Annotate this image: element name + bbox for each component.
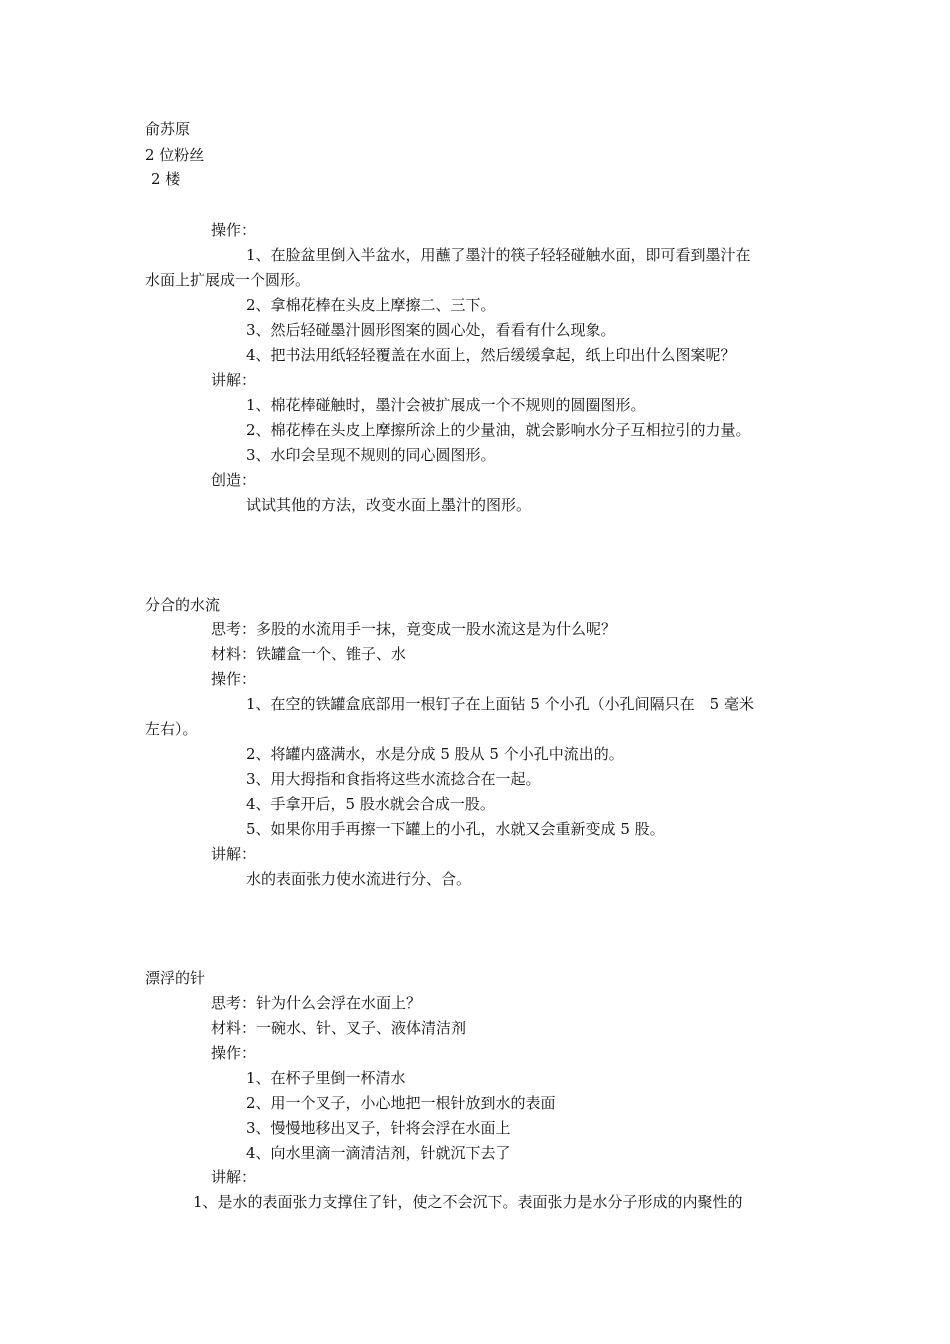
explain-item: 2、棉花棒在头皮上摩擦所涂上的少量油，就会影响水分子互相拉引的力量。 xyxy=(246,421,751,439)
create-item: 试试其他的方法，改变水面上墨汁的图形。 xyxy=(246,496,532,514)
op-step: 2、拿棉花棒在头皮上摩擦二、三下。 xyxy=(246,296,496,314)
create-label: 创造： xyxy=(211,471,257,489)
explain-label: 讲解： xyxy=(211,371,257,389)
op-step-continued: 左右）。 xyxy=(145,720,198,738)
op-step: 3、用大拇指和食指将这些水流捻合在一起。 xyxy=(246,770,541,788)
op-step: 5、如果你用手再擦一下罐上的小孔，水就又会重新变成 5 股。 xyxy=(246,820,665,838)
op-step-continued: 水面上扩展成一个圆形。 xyxy=(145,271,311,289)
op-step: 4、向水里滴一滴清洁剂，针就沉下去了 xyxy=(246,1144,511,1162)
explain-label: 讲解： xyxy=(211,845,257,863)
explain-item: 1、是水的表面张力支撑住了针，使之不会沉下。表面张力是水分子形成的内聚性的 xyxy=(193,1193,743,1211)
think-line: 思考：多股的水流用手一抹，竟变成一股水流这是为什么呢？ xyxy=(211,620,617,638)
explain-item: 1、棉花棒碰触时，墨汁会被扩展成一个不规则的圆圈图形。 xyxy=(246,396,646,414)
material-line: 材料：铁罐盒一个、锥子、水 xyxy=(211,645,407,663)
op-step: 4、把书法用纸轻轻覆盖在水面上，然后缓缓拿起，纸上印出什么图案呢？ xyxy=(246,346,736,364)
material-line: 材料：一碗水、针、叉子、液体清洁剂 xyxy=(211,1019,467,1037)
op-step: 1、在脸盆里倒入半盆水，用蘸了墨汁的筷子轻轻碰触水面，即可看到墨汁在 xyxy=(246,246,751,264)
fans-count: 2 位粉丝 xyxy=(145,146,205,164)
op-step: 3、慢慢地移出叉子，针将会浮在水面上 xyxy=(246,1119,511,1137)
op-step: 1、在杯子里倒一杯清水 xyxy=(246,1069,406,1087)
author-name: 俞苏原 xyxy=(145,120,191,138)
explain-item: 3、水印会呈现不规则的同心圆图形。 xyxy=(246,446,496,464)
op-label: 操作： xyxy=(211,670,257,688)
op-step: 3、然后轻碰墨汁圆形图案的圆心处，看看有什么现象。 xyxy=(246,321,616,339)
think-line: 思考：针为什么会浮在水面上？ xyxy=(211,994,422,1012)
explain-item: 水的表面张力使水流进行分、合。 xyxy=(246,870,472,888)
op-step: 2、将罐内盛满水，水是分成 5 股从 5 个小孔中流出的。 xyxy=(246,745,624,763)
explain-label: 讲解： xyxy=(211,1168,257,1186)
floor-number: 2 楼 xyxy=(151,170,181,188)
op-label: 操作： xyxy=(211,1044,257,1062)
op-step: 1、在空的铁罐盒底部用一根钉子在上面钻 5 个小孔（小孔间隔只在 5 毫米 xyxy=(246,695,754,713)
op-step: 4、手拿开后，5 股水就会合成一股。 xyxy=(246,795,495,813)
op-label: 操作： xyxy=(211,221,257,239)
section-title: 漂浮的针 xyxy=(145,969,206,987)
op-step: 2、用一个叉子，小心地把一根针放到水的表面 xyxy=(246,1094,556,1112)
section-title: 分合的水流 xyxy=(145,596,221,614)
